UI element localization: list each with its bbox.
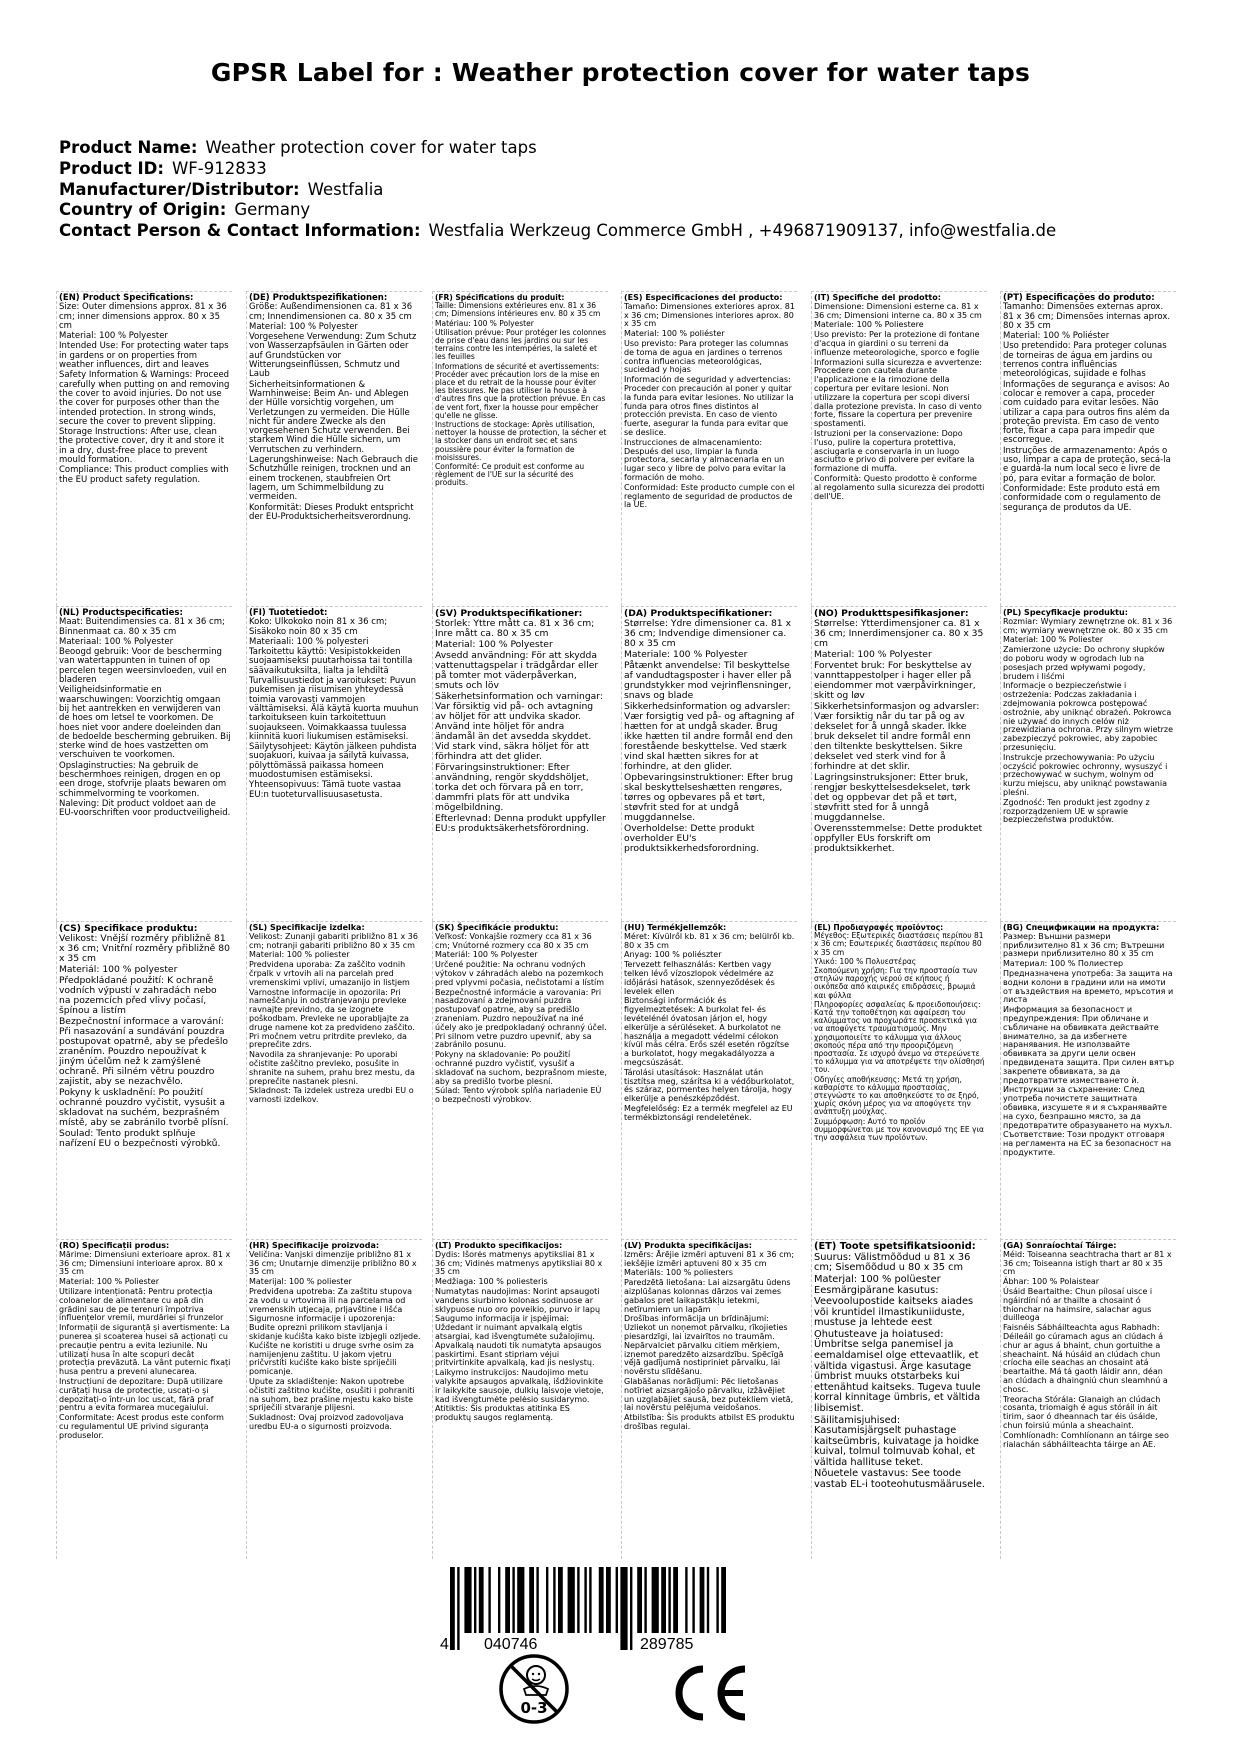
spec-paragraph: Material: 100 % Polyester xyxy=(249,321,358,332)
spec-paragraph: Informazioni sulla sicurezza e avvertenze: Procedere con cautela durante l'applicazione e la rimozione della copertura per evitare lesioni. Non utilizzare la copertura per scopi diversi dalla protezione prevista. In caso di vento forte, fissare la copertura per prevenire spostamenti. xyxy=(814,357,982,429)
spec-section xyxy=(1000,606,1176,926)
barcode-bar xyxy=(673,1567,678,1633)
spec-paragraph: Material: 100 % Polyester xyxy=(435,639,553,650)
barcode-bar xyxy=(692,1567,694,1633)
barcode-bar xyxy=(498,1567,500,1633)
spec-paragraph: Forventet bruk: For beskyttelse av vannttappestolper i hager eller på eiendommer mot værpåvirkninger, skitt og løv xyxy=(814,660,976,701)
spec-paragraph: Upute za skladištenje: Nakon upotrebe očistiti zaštitno kućište, osušiti i pohraniti na suhom, bez prašine mjestu kako biste spriječili stvaranje plijesni. xyxy=(249,1376,415,1413)
spec-paragraph: Rozmiar: Wymiary zewnętrzne ok. 81 x 36 cm; wymiary wewnętrzne ok. 80 x 35 cm xyxy=(1003,616,1173,635)
spec-paragraph: Sikkerhedsinformation og advarsler: Vær forsigtig ved på- og aftagning af hætten for at undgå skader. Brug ikke hætten til andre formål end den forestående beskyttelse. Ved stærk vind skal hætten sikres for at forhindre, at den glider. xyxy=(624,701,795,772)
spec-paragraph: Sikkerhetsinformasjon og advarsler: Vær forsiktig når du tar på og av dekselet for å unngå skader. Ikke bruk dekselet til andre formål enn den tiltenkte beskyttelsen. Sikre dekselet ved sterk vind for å forhindre at det sklir. xyxy=(814,701,980,772)
barcode-bar xyxy=(644,1567,646,1633)
spec-paragraph: Pokyny k uskladnění: Po použití ochranné pouzdro vyčistit, vysušit a skladovat na suchém, bezprašném místě, aby se zabránilo tvorbě plísní. xyxy=(59,1087,229,1128)
spec-paragraph: Maat: Buitendimensies ca. 81 x 36 cm; Binnenmaat ca. 80 x 35 cm xyxy=(59,617,225,637)
spec-paragraph: Storage Instructions: After use, clean the protective cover, dry it and store it in a dry, dust-free place to prevent mould formation. xyxy=(59,427,225,466)
spec-paragraph: Инструкции за съхранение: След употреба почистете защитната обвивка, изсушете я и я съхранявайте на сухо, безпрашно място, за да предотвратите образуването на мухъл. xyxy=(1003,1085,1173,1130)
spec-paragraph: Biztonsági információk és figyelmeztetések: A burkolat fel- és levételénél óvatosan járjon el, hogy elkerülje a sérüléseket. A burkolatot ne használja a megadott védelmi célokon kívül más célra. Erős szél esetén rögzítse a burkolatot, hogy megakadályozza a megcsúszását. xyxy=(624,996,790,1067)
spec-paragraph: Overensstemmelse: Dette produktet oppfyller EUs forskrift om produktsikkerhet. xyxy=(814,823,983,854)
spec-section xyxy=(811,921,987,1241)
spec-section xyxy=(56,921,232,1241)
spec-paragraph: Instrucțiuni de depozitare: După utilizare curățați husa de protecție, uscați-o și depozitați-o într-un loc uscat, fără praf pentru a evita formarea mucegaiului. xyxy=(59,1376,223,1413)
spec-paragraph: Información de seguridad y advertencias: Proceder con precaución al poner y quitar la funda para evitar lesiones. No utilizar la funda para otros fines distintos al protección prevista. En caso de viento fuerte, asegurar la funda para evitar que se deslice. xyxy=(624,375,794,437)
barcode-bar xyxy=(464,1567,471,1633)
barcode-bar xyxy=(546,1567,548,1633)
barcode-bar xyxy=(558,1567,563,1633)
spec-paragraph: Matériau: 100 % Polyester xyxy=(435,318,534,328)
age-warning-icon xyxy=(498,1653,570,1725)
spec-section xyxy=(56,606,232,926)
barcode-digits-right: 289785 xyxy=(640,1636,694,1653)
spec-section xyxy=(246,291,422,611)
info-contact xyxy=(59,221,1056,242)
spec-paragraph: Materiāls: 100 % poliesters xyxy=(624,1268,733,1278)
spec-paragraph: Anyag: 100 % poliészter xyxy=(624,950,722,960)
spec-paragraph: Paredzētā lietošana: Lai aizsargātu ūdens aizplūšanas kolonnas dārzos vai zemes gabalos pret laikapstākļu ietekmi, netīrumiem un lapām xyxy=(624,1278,791,1314)
spec-paragraph: Tárolási utasítások: Használat után tisztítsa meg, szárítsa ki a védőburkolatot, és száraz, pormentes helyen tárolja, hogy elkerülje a penészképződést. xyxy=(624,1067,795,1104)
spec-paragraph: Drošības informācija un brīdinājumi: Uzliekot un noņemot pārvalku, rīkojieties piesardzīgi, lai izvairītos no traumām. Nepārvalciet pārvalku citiem mērķiem, izņemot paredzēto aizsardzību. Spēcīgā vējā gadījumā nostipriniet pārvalku, lai novērstu slīdēšanu. xyxy=(624,1314,788,1377)
spec-section-heading: (FI) Tuotetiedot: xyxy=(249,608,328,618)
spec-paragraph: Material: 100 % Poliéster xyxy=(1003,331,1110,342)
barcode-bar xyxy=(474,1567,476,1633)
spec-paragraph: Megfelelőség: Ez a termék megfelel az EU termékbiztonsági rendeletének. xyxy=(624,1103,793,1122)
spec-paragraph: Size: Outer dimensions approx. 81 x 36 cm; inner dimensions approx. 80 x 35 cm xyxy=(59,302,227,331)
spec-section-heading: (HU) Termékjellemzők: xyxy=(624,923,727,932)
spec-paragraph: Conformitate: Acest produs este conform cu regulamentul UE privind siguranța produselor. xyxy=(59,1413,224,1440)
barcode-bar xyxy=(630,1567,632,1650)
spec-section xyxy=(56,291,232,611)
barcode-bar xyxy=(568,1567,575,1633)
spec-paragraph: Størrelse: Ytterdimensjoner ca. 81 x 36 cm; Innerdimensjoner ca. 80 x 35 cm xyxy=(814,618,984,649)
barcode-bar xyxy=(505,1567,510,1633)
spec-paragraph: Veličina: Vanjski dimenzije približno 81 x 36 cm; Unutarnje dimenzije približno 80 x 35 cm xyxy=(249,1249,417,1277)
barcode-bar xyxy=(589,1567,591,1633)
spec-paragraph: Предназначена употреба: За защита на водни колони в градини или на имоти от въздействия на времето, мръсотия и листа xyxy=(1003,968,1174,1005)
barcode-bar xyxy=(536,1567,538,1633)
spec-paragraph: Storlek: Yttre mått ca. 81 x 36 cm; Inre mått ca. 80 x 35 cm xyxy=(435,618,595,639)
spec-paragraph: Tarkoitettu käyttö: Vesipistokkeiden suojaamiseksi puutarhoissa tai tontilla säävaikutuksilta, lialta ja lehdiltä xyxy=(249,647,413,676)
spec-paragraph: Opbevaringsinstruktioner: Efter brug skal beskyttelseshætten rengøres, tørres og opbevares på et tørt, støvfrit sted for at undgå muggdannelse. xyxy=(624,772,794,823)
spec-paragraph: Μέγεθος: Εξωτερικές διαστάσεις περίπου 81 x 36 cm; Εσωτερικές διαστάσεις περίπου 80 x 35 cm xyxy=(814,931,984,957)
spec-paragraph: Størrelse: Ydre dimensioner ca. 81 x 36 cm; Indvendige dimensioner ca. 80 x 35 cm xyxy=(624,618,792,649)
spec-section xyxy=(621,291,797,611)
barcode-bar xyxy=(616,1567,618,1633)
spec-paragraph: Overholdelse: Dette produkt overholder EU's produktsikkerhedsforordning. xyxy=(624,823,760,854)
spec-paragraph: Efterlevnad: Denna produkt uppfyller EU:s produktsäkerhetsförordning. xyxy=(435,813,606,834)
spec-paragraph: Materiale: 100 % Polyester xyxy=(624,649,748,660)
spec-paragraph: Soulad: Tento produkt splňuje nařízení EU o bezpečnosti výrobků. xyxy=(59,1128,221,1149)
spec-section-heading: (ES) Especificaciones del producto: xyxy=(624,293,783,302)
spec-paragraph: Zamierzone użycie: Do ochrony słupków do poboru wody w ogrodach lub na posesjach przed wpływami pogody, brudem i liśćmi xyxy=(1003,645,1165,681)
barcode-bar xyxy=(606,1567,611,1633)
spec-paragraph: Tamaño: Dimensiones exteriores aprox. 81 x 36 cm; Dimensiones interiores aprox. 80 x 35 cm xyxy=(624,301,795,329)
spec-section xyxy=(1000,1239,1176,1559)
spec-section xyxy=(1000,921,1176,1241)
spec-paragraph: Förvaringsinstruktioner: Efter användning, rengör skyddshöljet, torka det och förvara på en torr, dammfri plats för att undvika mögelbildning. xyxy=(435,762,589,813)
spec-section xyxy=(811,606,987,926)
spec-section-heading: (RO) Specificații produs: xyxy=(59,1241,170,1250)
spec-paragraph: Bezpečnostné informácie a varovania: Pri nasadzovaní a zdejmovaní puzdra postupovať opatrne, aby sa predišlo zraneniam. Puzdro nepoužívať na iné účely ako je predpokladaný ochranný účel. Pri silnom vetre puzdro upevniť, aby sa zabránilo posunu. xyxy=(435,987,607,1050)
spec-paragraph: Υλικό: 100 % Πολυεστέρας xyxy=(814,956,917,966)
spec-section-heading: (CS) Specifikace produktu: xyxy=(59,923,198,934)
spec-paragraph: Treoracha Stórála: Glanaigh an clúdach cosanta, triomaigh é agus stóráil in áit tirim, saor ó dheannach tar éis úsáide, chun foirsiú múnla a sheachaint. xyxy=(1003,1394,1161,1430)
spec-paragraph: Materiale: 100 % Poliestere xyxy=(814,320,924,330)
spec-section-heading: (ET) Toote spetsifikatsioonid: xyxy=(814,1241,976,1252)
spec-section xyxy=(1000,291,1176,611)
spec-paragraph: Lagerungshinweise: Nach Gebrauch die Schutzhülle reinigen, trocknen und an einem trockenen, staubfreien Ort lagern, um Schimmelbildung zu vermeiden. xyxy=(249,455,418,503)
barcode-bar xyxy=(652,1567,659,1633)
spec-section-heading: (SL) Specifikacije izdelka: xyxy=(249,923,365,932)
spec-paragraph: Conformidade: Este produto está em conformidade com o regulamento de segurança de produtos da UE. xyxy=(1003,483,1161,513)
spec-paragraph: Turvallisuustiedot ja varoitukset: Puvun pukemisen ja riisumisen yhteydessä toimia varovasti vammojen välttämiseksi. Älä käytä kuorta muuhun tarkoitukseen kuin tarkoitettuun suojaukseen. Voimakkaassa tuulessa kiinnitä kuori liukumisen estämiseksi. xyxy=(249,676,419,742)
spec-paragraph: Material: 100 % Poliester xyxy=(59,1277,160,1287)
spec-section xyxy=(246,921,422,1241)
spec-paragraph: Информация за безопасност и предупреждения: При обличане и събличане на обвивката действайте внимателно, за да избегнете наранявания. Не използвайте обвивката за други цели освен предвидената защита. При силен вятър закрепете обвивката, за да предотвратите изместването ѝ. xyxy=(1003,1005,1175,1085)
spec-paragraph: Konformität: Dieses Produkt entspricht der EU-Produktsicherheitsverordnung. xyxy=(249,502,414,522)
spec-section-heading: (EN) Product Specifications: xyxy=(59,293,194,303)
spec-paragraph: Materiaali: 100 % polyesteri xyxy=(249,636,369,647)
spec-paragraph: Material: 100 % poliéster xyxy=(624,329,725,339)
barcode-bar xyxy=(529,1567,534,1633)
barcode-bar xyxy=(450,1567,455,1650)
spec-section xyxy=(811,1239,987,1559)
spec-paragraph: Istruzioni per la conservazione: Dopo l'uso, pulire la copertura protettiva, asciugarla e conservarla in un luogo asciutto e privo di polvere per evitare la formazione di muffa. xyxy=(814,428,975,474)
spec-paragraph: Größe: Außendimensionen ca. 81 x 36 cm; Innendimensionen ca. 80 x 35 cm xyxy=(249,302,413,322)
spec-paragraph: Predviđena upotreba: Za zaštitu stupova za vodu u vrtovima ili na parcelama od vremenskih utjecaja, prljavštine i lišća xyxy=(249,1286,412,1314)
info-value: Westfalia xyxy=(307,179,384,199)
spec-paragraph: Συμμόρφωση: Αυτό το προϊόν συμμορφώνεται με τον κανονισμό της ΕΕ για την ασφάλεια των προϊόντων. xyxy=(814,1116,984,1143)
spec-paragraph: Naleving: Dit product voldoet aan de EU-voorschriften voor productveiligheid. xyxy=(59,798,231,819)
info-label: Manufacturer/Distributor: xyxy=(59,179,300,199)
barcode-bar xyxy=(457,1567,459,1650)
spec-section-heading: (EL) Προδιαγραφές προϊόντος: xyxy=(814,923,944,932)
spec-section-heading: (DE) Produktspezifikationen: xyxy=(249,293,388,303)
spec-paragraph: Taille: Dimensions extérieures env. 81 x 36 cm; Dimensions intérieures env. 80 x 35 cm xyxy=(435,301,601,319)
spec-paragraph: Sukladnost: Ovaj proizvod zadovoljava uredbu EU-a o sigurnosti proizvoda. xyxy=(249,1413,404,1431)
spec-paragraph: Dimensione: Dimensioni esterne ca. 81 x 36 cm; Dimensioni interne ca. 80 x 35 cm xyxy=(814,301,982,320)
barcode-bar xyxy=(716,1567,718,1633)
barcode-bar xyxy=(488,1567,490,1633)
spec-paragraph: Bezpečnostní informace a varování: Při nasazování a sundávání pouzdra postupovat opatrně, aby se předešlo zraněním. Pouzdro nepoužívat k jiným účelům než k zamýšlené ochraně. Při silném větru pouzdro zajistit, aby se nezachvělo. xyxy=(59,1016,229,1087)
spec-paragraph: Předpokládané použití: K ochraně vodních výpustí v zahradách nebo na pozemcích před vlivy počasí, špínou a listím xyxy=(59,975,217,1016)
spec-paragraph: Eesmärgipärane kasutus: Veevoolupostide kaitseks aiades või kruntidel ilmastikuniiduste, mustuse ja lehtede eest xyxy=(814,1285,974,1329)
info-label: Product ID: xyxy=(59,158,164,178)
spec-paragraph: Yhteensopivuus: Tämä tuote vastaa EU:n tuoteturvallisuusasetusta. xyxy=(249,780,402,800)
spec-paragraph: Navodila za shranjevanje: Po uporabi očistite zaščitno prevleko, posušite in shranite na suhem, prahu brez mestu, da preprečite nastanek plesni. xyxy=(249,1050,415,1086)
spec-section-heading: (DA) Produktspecifikationer: xyxy=(624,608,773,619)
info-value: Westfalia Werkzeug Commerce GmbH , +496871909137, info@westfalia.de xyxy=(428,221,1057,241)
spec-paragraph: Säilitamisjuhised: Kasutamisjärgselt puhastage kaitseümbris, kuivatage ja hoidke kuival, tolmul tolmuvab kohal, et vältida hallituse teket. xyxy=(814,1414,979,1468)
spec-paragraph: Σκοπούμενη χρήση: Για την προστασία των στηλών παροχής νερού σε κήπους ή οικόπεδα από καιρικές επιδράσεις, βρωμιά και φύλλα xyxy=(814,966,978,1000)
barcode-bar xyxy=(553,1567,555,1633)
spec-paragraph: Informações de segurança e avisos: Ao colocar e remover a capa, proceder com cuidado para evitar lesões. Não utilizar a capa para outros fins além da proteção prevista. Em caso de vento forte, fixar a capa para impedir que escorregue. xyxy=(1003,379,1170,446)
age-warning-label: 0-3 xyxy=(520,1699,548,1717)
spec-paragraph: Predvidena uporaba: Za zaščito vodnih črpalk v vrtovih ali na parcelah pred vremenskimi vplivi, umazanijo in listjem xyxy=(249,960,410,987)
spec-paragraph: Tamanho: Dimensões externas aprox. 81 x 36 cm; Dimensões internas aprox. 80 x 35 cm xyxy=(1003,302,1171,331)
spec-paragraph: Materiál: 100 % Polyester xyxy=(435,950,538,960)
spec-paragraph: Ohutusteave ja hoiatused: Ümbritse selga panemisel ja eemaldamisel olge ettevaatlik, et vältida vigastusi. Ärge kasutage ümbrist muuks otstarbeks kui ettenähtud kaitseks. Tugeva tuule korral kinnitage ümbris, et vältida libisemist. xyxy=(814,1328,981,1414)
spec-paragraph: Materiaal: 100 % Polyester xyxy=(59,636,174,647)
spec-paragraph: Veľkosť: Vonkajšie rozmery cca 81 x 36 cm; Vnútorné rozmery cca 80 x 35 cm xyxy=(435,931,592,950)
page-title: GPSR Label for : Weather protection cover for water taps xyxy=(210,58,1031,87)
spec-paragraph: Súlad: Tento výrobok spĺňa nariadenie EÚ o bezpečnosti výrobkov. xyxy=(435,1086,602,1105)
spec-paragraph: Informații de siguranță și avertismente: La punerea și scoaterea husei să acționați cu precauție pentru a evita leziunile. Nu utilizați husa în alte scopuri decât protecția prevăzută. La vânt puternic fixați husa pentru a preveni alunecarea. xyxy=(59,1323,231,1377)
spec-paragraph: Méret: Kívülről kb. 81 x 36 cm; belülről kb. 80 x 35 cm xyxy=(624,931,795,950)
spec-paragraph: Atitiktis: Šis produktas atitinka ES produktų saugos reglamentą. xyxy=(435,1404,570,1423)
spec-section xyxy=(432,1239,608,1559)
spec-paragraph: Instructions de stockage: Après utilisation, nettoyer la housse de protection, la sécher et la stocker dans un endroit sec et sans poussière pour éviter la formation de moisissures. xyxy=(435,420,607,462)
spec-section xyxy=(246,1239,422,1559)
spec-paragraph: Material: 100 % Polyester xyxy=(814,649,932,660)
spec-paragraph: Sicherheitsinformationen & Warnhinweise: Beim An- und Ablegen der Hülle vorsichtig vorgehen, um Verletzungen zu vermeiden. Die Hülle nicht für andere Zwecke als den vorgesehenen Schutz verwenden. Bei starkem Wind die Hülle sichern, um Verrutschen zu verhindern. xyxy=(249,379,410,455)
info-label: Product Name: xyxy=(59,138,198,157)
spec-paragraph: Izmērs: Ārējie izmēri aptuveni 81 x 36 cm; iekšējie izmēri aptuveni 80 x 35 cm xyxy=(624,1249,795,1268)
spec-section xyxy=(811,291,987,611)
spec-paragraph: Material: 100 % Polyester xyxy=(59,331,168,342)
spec-paragraph: Utilisation prévue: Pour protéger les colonnes de prise d'eau dans les jardins ou sur les terrains contre les intempéries, la saleté et les feuilles xyxy=(435,327,607,362)
spec-section xyxy=(432,291,608,611)
info-value: Weather protection cover for water taps xyxy=(205,138,537,157)
spec-section-heading: (SK) Špecifikácie produktu: xyxy=(435,923,559,932)
spec-paragraph: Vorgesehene Verwendung: Zum Schutz von Wasserzapfsäulen in Gärten oder auf Grundstücken vor Witterungseinflüssen, Schmutz und Laub xyxy=(249,332,417,380)
spec-paragraph: Οδηγίες αποθήκευσης: Μετά τη χρήση, καθαρίστε το κάλυμμα προστασίας, στεγνώστε το και αποθηκεύστε το σε ξηρό, χωρίς σκόνη μέρος για να αποφύγετε την ανάπτυξη μούχλας. xyxy=(814,1074,979,1117)
info-country xyxy=(59,200,1056,221)
spec-section-heading: (GA) Sonraíochtaí Táirge: xyxy=(1003,1241,1117,1250)
spec-paragraph: Ábhar: 100 % Polaistear xyxy=(1003,1277,1100,1287)
barcode-digit-left: 4 xyxy=(440,1636,449,1653)
spec-paragraph: Conformità: Questo prodotto è conforme al regolamento sulla sicurezza dei prodotti dell'UE. xyxy=(814,473,985,501)
spec-paragraph: Instrukcje przechowywania: Po użyciu oczyścić pokrowiec ochronny, wysuszyć i przechowywać w suchym, wolnym od kurzu miejscu, aby uniknąć powstawania pleśni. xyxy=(1003,752,1168,797)
spec-paragraph: Dydis: Išorės matmenys apytiksliai 81 x 36 cm; Vidinės matmenys apytiksliai 80 x 35 cm xyxy=(435,1249,603,1277)
ce-mark-icon xyxy=(665,1663,751,1723)
info-label: Contact Person & Contact Information: xyxy=(59,221,421,241)
spec-paragraph: Tervezett felhasználás: Kertben vagy telken lévő vízoszlopok védelmére az időjárási hatások, szennyeződések és levelek ellen xyxy=(624,960,775,996)
spec-section-heading: (FR) Spécifications du produit: xyxy=(435,293,565,302)
info-value: Germany xyxy=(234,200,311,220)
spec-paragraph: Velikost: Zunanji gabariti približno 81 x 36 cm; notranji gabariti približno 80 x 35 cm xyxy=(249,931,418,950)
spec-paragraph: Varnostne informacije in opozorila: Pri nameščanju in odstranjevanju prevleke ravnajte previdno, da se izognete poškodbam. Prevleke ne uporabljajte za druge namene kot za predvideno zaščito. Pri močnem vetru pritrdite prevleko, da preprečite zdrs. xyxy=(249,987,415,1050)
info-manufacturer xyxy=(59,180,1056,201)
spec-paragraph: Numatytas naudojimas: Norint apsaugoti vandens siurbimo kolonas sodinuose ar sklypuose nuo oro poveikio, purvo ir lapų xyxy=(435,1286,601,1314)
spec-section xyxy=(432,921,608,1241)
barcode-bar xyxy=(599,1567,604,1633)
spec-paragraph: Instruções de armazenamento: Após o uso, limpar a capa de proteção, secá-la e guardá-la num local seco e livre de pó, para evitar a formação de bolor. xyxy=(1003,445,1171,484)
spec-paragraph: Faisnéis Sábháilteachta agus Rabhadh: Déileáil go cúramach agus an clúdach á chur ar agus á bhaint, chun gortuithe a sheachaint. Ná húsáid an clúdach chun críocha eile seachas an chosaint atá beartaithe. Má tá gaoth láidir ann, déan an clúdach a dhaingniú chun sleamhnú a chosc. xyxy=(1003,1323,1168,1394)
info-product-id xyxy=(59,159,1056,180)
barcode-bar xyxy=(685,1567,687,1633)
spec-paragraph: Mărime: Dimensiuni exterioare aprox. 81 x 36 cm; Dimensiuni interioare aprox. 80 x 35 cm xyxy=(59,1249,231,1277)
info-value: WF-912833 xyxy=(171,158,267,178)
spec-paragraph: Conformité: Ce produit est conforme au règlement de l'UE sur la sécurité des produits. xyxy=(435,462,585,488)
spec-paragraph: Informacje o bezpieczeństwie i ostrzeżenia: Podczas zakładania i zdejmowania pokrowca postępować ostrożnie, aby uniknąć obrażeń. Pokrowca nie używać do innych celów niż przewidziana ochrona. Przy silnym wietrze zabezpieczyć pokrowiec, aby zapobiec przesunięciu. xyxy=(1003,681,1174,752)
spec-paragraph: Veiligheidsinformatie en waarschuwingen: Voorzichtig omgaan bij het aantrekken en verwijderen van de hoes om letsel te voorkomen. De hoes niet voor andere doeleinden dan de bedoelde bescherming gebruiken. Bij sterke wind de hoes vastzetten om verschuiven te voorkomen. xyxy=(59,685,231,761)
spec-paragraph: Úsáid Beartaithe: Chun pílosaí uisce i ngáirdíní nó ar thailte a chosaint ó thionchar na haimsire, salachar agus duilleoga xyxy=(1003,1286,1153,1323)
spec-paragraph: Compliance: This product complies with the EU product safety regulation. xyxy=(59,465,229,485)
barcode-bar xyxy=(668,1567,670,1633)
spec-section xyxy=(621,921,797,1241)
spec-paragraph: Saugumo informacija ir įspėjimai: Uždedant ir nuimant apvalkalą elgtis atsargiai, kad išvengtumėte sužalojimų. Apvalkalą naudoti tik numatyta apsaugos paskirtimi. Esant stipriam vėjui pritvirtinkite apvalkalą, kad jis neslystų. xyxy=(435,1314,602,1368)
barcode-bar xyxy=(517,1567,524,1633)
spec-paragraph: Utilizare intenționată: Pentru protecția coloanelor de alimentare cu apă din grădini sau de pe terenuri împotriva influențelor vremii, murdăriei și frunzelor xyxy=(59,1286,224,1323)
barcode-bar xyxy=(512,1567,514,1633)
barcode-bar xyxy=(707,1567,709,1633)
spec-paragraph: Materijal: 100 % poliester xyxy=(249,1277,352,1287)
spec-paragraph: Pokyny na skladovanie: Po použití ochranné puzdro vyčistiť, vysušiť a skladovať na suchom, bezprašnom mieste, aby sa predišlo tvorbe plesní. xyxy=(435,1050,607,1086)
spec-section xyxy=(246,606,422,926)
spec-section-heading: (LV) Produkta specifikācijas: xyxy=(624,1241,752,1250)
spec-paragraph: Instrucciones de almacenamiento: Después del uso, limpiar la funda protectora, secarla y almacenarla en un lugar seco y libre de polvo para evitar la formación de moho. xyxy=(624,437,786,482)
spec-paragraph: Avsedd användning: För att skydda vattenuttagspelar i trädgårdar eller på tomter mot väderpåverkan, smuts och löv xyxy=(435,650,599,691)
spec-section xyxy=(621,606,797,926)
barcode-bar xyxy=(700,1567,705,1633)
spec-paragraph: Materiál: 100 % polyester xyxy=(59,964,178,975)
spec-paragraph: Uso pretendido: Para proteger colunas de torneiras de água em jardins ou terrenos contra influências meteorológicas, sujidade e folhas xyxy=(1003,341,1167,380)
barcode-digits-middle: 040746 xyxy=(484,1636,538,1653)
spec-paragraph: Uso previsto: Para proteger las columnas de toma de agua en jardines o terrenos contra influencias meteorológicas, suciedad y hojas xyxy=(624,338,789,375)
spec-section-heading: (LT) Produkto specifikacijos: xyxy=(435,1241,563,1250)
spec-paragraph: Uso previsto: Per la protezione di fontane d'acqua in giardini o su terreni da influenze meteorologiche, sporco e foglie xyxy=(814,330,980,357)
spec-paragraph: Opslaginstructies: Na gebruik de beschermhoes reinigen, drogen en op een droge, stofvrije plaats bewaren om schimmelvorming te voorkomen. xyxy=(59,760,227,799)
spec-section-heading: (IT) Specifiche del prodotto: xyxy=(814,293,941,302)
spec-paragraph: Säkerhetsinformation och varningar: Var försiktig vid på- och avtagning av höljet för att undvika skador. Använd inte höljet för andra ändamål än det avsedda skyddet. Vid stark vind, säkra höljet för att förhindra att det glider. xyxy=(435,691,604,762)
barcode-bar xyxy=(721,1567,726,1633)
spec-section-heading: (PT) Especificações do produto: xyxy=(1003,293,1155,303)
spec-section-heading: (BG) Спецификации на продукта: xyxy=(1003,923,1160,932)
spec-section-heading: (PL) Specyfikacje produktu: xyxy=(1003,608,1128,617)
spec-paragraph: Atbilstība: Šis produkts atbilst ES produktu drošības regulai. xyxy=(624,1413,795,1431)
spec-paragraph: Beoogd gebruik: Voor de bescherming van watertappunten in tuinen of op percelen tegen weersinvloeden, vuil en bladeren xyxy=(59,647,227,686)
spec-paragraph: Suurus: Välistmõõdud u 81 x 36 cm; Sisemõõdud u 80 x 35 cm xyxy=(814,1251,971,1274)
spec-section-heading: (HR) Specifikacije proizvoda: xyxy=(249,1241,380,1250)
spec-paragraph: Velikost: Vnější rozměry přibližně 81 x 36 cm; Vnitřní rozměry přibližně 80 x 35 cm xyxy=(59,933,230,964)
info-product-name xyxy=(59,138,1056,159)
spec-paragraph: Skladnost: Ta izdelek ustreza uredbi EU o varnosti izdelkov. xyxy=(249,1086,414,1105)
spec-paragraph: Lagringsinstruksjoner: Etter bruk, rengjør beskyttelsesdekselet, tørk det og oppbevar det på et tørt, støvfritt sted for å unngå muggdannelse. xyxy=(814,772,971,823)
spec-section-heading: (NL) Productspecificaties: xyxy=(59,608,183,618)
spec-paragraph: Размер: Външни размери приблизително 81 x 36 cm; Вътрешни размери приблизително 80 x 35 cm xyxy=(1003,931,1165,959)
spec-paragraph: Méid: Toiseanna seachtracha thart ar 81 x 36 cm; Toiseanna istigh thart ar 80 x 35 cm xyxy=(1003,1249,1172,1277)
barcode-bar xyxy=(637,1567,642,1633)
spec-paragraph: Intended Use: For protecting water taps in gardens or on properties from weather influences, dirt and leaves xyxy=(59,341,229,371)
spec-paragraph: Πληροφορίες ασφαλείας & προειδοποιήσεις: Κατά την τοποθέτηση και αφαίρεση του καλύμματος να προχωράτε προσεκτικά για να αποφύγετε τραυματισμούς. Μην χρησιμοποιείτε το κάλυμμα για άλλους σκοπούς πέρα από την προοριζόμενη προστασία. Σε ισχυρό άνεμο να στερεώνετε το κάλυμμα για να αποτρέψετε την ολίσθησή του. xyxy=(814,999,985,1075)
spec-section-heading: (NO) Produkttspesifikasjoner: xyxy=(814,608,969,619)
specification-grid xyxy=(56,291,1186,1556)
spec-paragraph: Zgodność: Ten produkt jest zgodny z rozporządzeniem UE w sprawie bezpieczeństwa produktów. xyxy=(1003,797,1150,825)
spec-paragraph: Materiał: 100 % Poliester xyxy=(1003,635,1104,645)
spec-section-heading: (SV) Produktspecifikationer: xyxy=(435,608,583,619)
spec-paragraph: Medžiaga: 100 % poliesteris xyxy=(435,1277,548,1287)
spec-section xyxy=(621,1239,797,1559)
spec-section xyxy=(432,606,608,926)
barcode-bar xyxy=(577,1567,579,1633)
spec-paragraph: Materjal: 100 % polüester xyxy=(814,1273,941,1285)
product-info xyxy=(59,138,1056,242)
info-label: Country of Origin: xyxy=(59,200,227,220)
spec-paragraph: Съответствие: Този продукт отговаря на регламента на ЕС за безопасност на продуктите. xyxy=(1003,1130,1172,1157)
spec-paragraph: Safety Information & Warnings: Proceed carefully when putting on and removing the cover to avoid injuries. Do not use the cover for purposes other than the intended protection. In strong winds, secure the cover to prevent slipping. xyxy=(59,370,230,427)
barcode-bar xyxy=(620,1567,627,1650)
spec-paragraph: Koko: Ulkokoko noin 81 x 36 cm; Sisäkoko noin 80 x 35 cm xyxy=(249,617,388,637)
spec-paragraph: Sigurnosne informacije i upozorenja: Budite oprezni prilikom stavljanja i skidanje kućišta kako biste izbjegli ozljede. Kućište ne koristiti u druge svrhe osim za namijenjenu zaštitu. U jakom vjetru pričvrstiti kućište kako biste spriječili pomicanje. xyxy=(249,1314,421,1377)
barcode-bar xyxy=(584,1567,586,1633)
spec-paragraph: Comhlíonadh: Comhlíonann an táirge seo rialachán sábháilteachta táirge an AE. xyxy=(1003,1430,1169,1449)
spec-paragraph: Nõuetele vastavus: See toode vastab EL-i tooteohutusmäärusele. xyxy=(814,1468,985,1491)
spec-paragraph: Conformidad: Este producto cumple con el reglamento de seguridad de productos de la UE. xyxy=(624,482,795,510)
spec-paragraph: Glabāšanas norādījumi: Pēc lietošanas notīriet aizsargājošo pārvalku, izžāvējiet un uzglabājiet sausā, bez putekliem vietā, lai novērstu pelējuma veidošanos. xyxy=(624,1376,794,1413)
barcode-bar xyxy=(661,1567,666,1633)
spec-paragraph: Určené použitie: Na ochranu vodných výtokov v záhradách alebo na pozemkoch pred vplyvmi počasia, nečistotami a lístím xyxy=(435,960,605,987)
spec-paragraph: Материал: 100 % Полиестер xyxy=(1003,959,1124,969)
spec-paragraph: Informations de sécurité et avertissements: Procéder avec précaution lors de la mise en place et du retrait de la housse pour éviter les blessures. Ne pas utiliser la housse à d'autres fins que la protection prévue. En cas de vent fort, fixer la housse pour empêcher qu'elle ne glisse. xyxy=(435,361,606,420)
spec-paragraph: Säilytysohjeet: Käytön jälkeen puhdista suojakuori, kuivaa ja säilytä kuivassa, pölyttömässä paikassa homeen muodostumisen estämiseksi. xyxy=(249,742,417,781)
spec-paragraph: Laikymo instrukcijos: Naudojimo metu valykite apsaugos apvalkalą, išdžiovinkite ir laikykite sausoje, dulkių laisvoje vietoje, kad išvengtumėte pelėsio susidarymo. xyxy=(435,1368,604,1404)
spec-paragraph: Påtænkt anvendelse: Til beskyttelse af vandudtagsposter i haver eller på grundstykker mod vejrinflensninger, snavs og blade xyxy=(624,660,792,701)
spec-paragraph: Material: 100 % poliester xyxy=(249,950,350,960)
spec-section xyxy=(56,1239,232,1559)
barcode-bar xyxy=(479,1567,484,1633)
